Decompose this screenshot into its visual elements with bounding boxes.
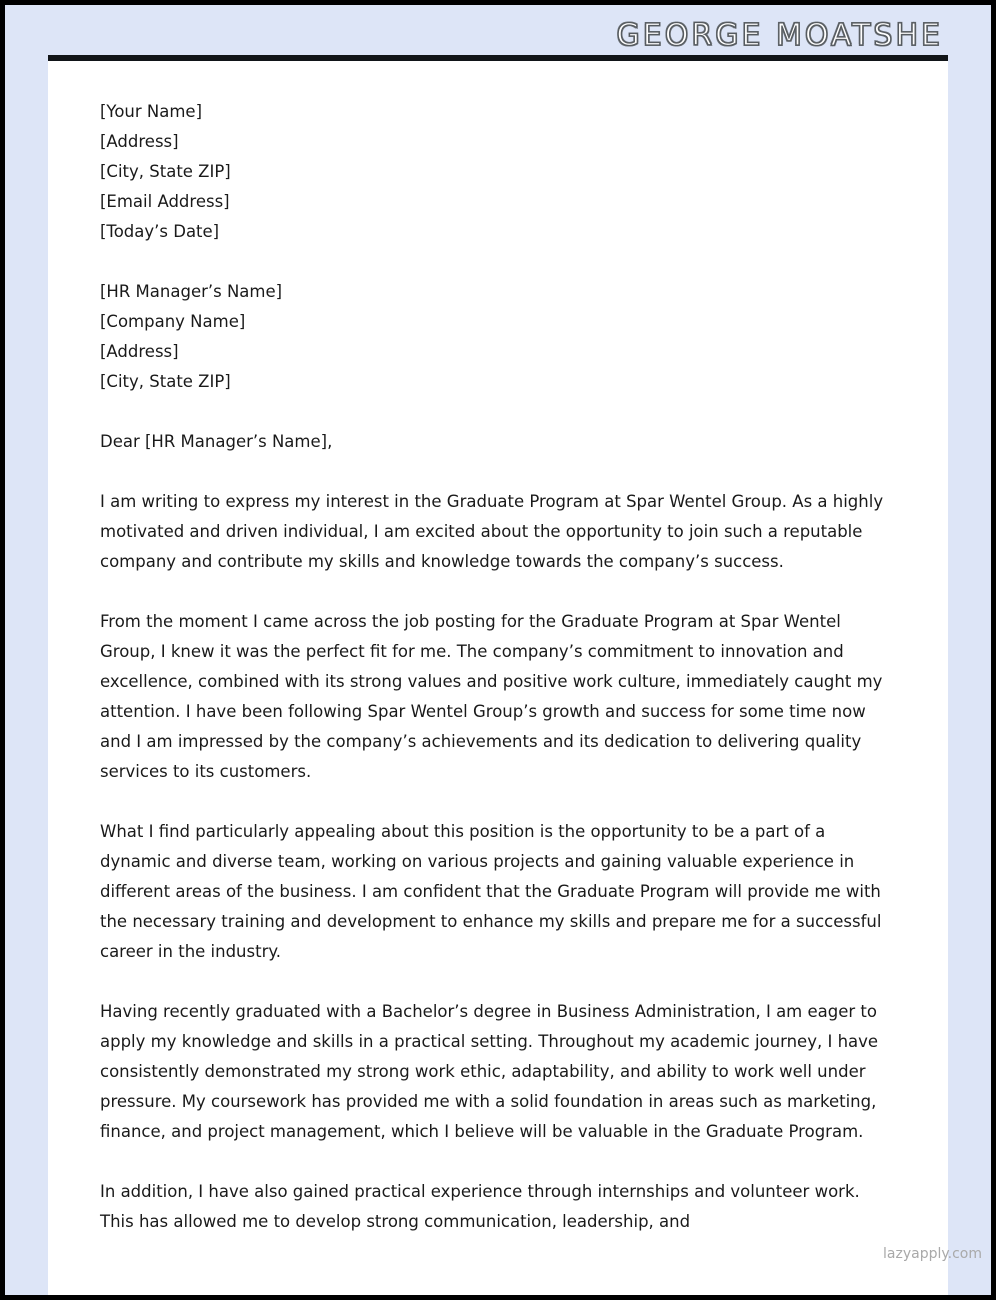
- sender-line: [Address]: [100, 132, 179, 151]
- letter-paragraph: I am writing to express my interest in the Graduate Program at Spar Wentel Group. As a highly motivated and driven individual, I am excited about the opportunity to join such a reputable company and contribute my skills and knowledge towards the company’s success.: [100, 492, 884, 571]
- watermark: lazyapply.com: [883, 1246, 982, 1262]
- letter-sheet: [48, 55, 948, 1300]
- document-header: [5, 5, 991, 53]
- letter-body: [48, 61, 948, 1237]
- letter-paragraph: From the moment I came across the job posting for the Graduate Program at Spar Wentel Group, I knew it was the perfect fit for me. The company’s commitment to innovation and excellence, combined with its strong values and positive work culture, immediately caught my attention. I have been following Spar Wentel Group’s growth and success for some time now and I am impressed by the company’s achievements and its dedication to delivering quality services to its customers.: [100, 612, 883, 781]
- sender-address-block: [100, 97, 898, 247]
- recipient-address-block: [100, 277, 898, 397]
- letter-paragraph: In addition, I have also gained practical experience through internships and volunteer work. This has allowed me to develop strong communication, leadership, and: [100, 1182, 860, 1231]
- sender-line: [Email Address]: [100, 192, 230, 211]
- recipient-line: [HR Manager’s Name]: [100, 282, 283, 301]
- letter-paragraph: What I find particularly appealing about this position is the opportunity to be a part of a dynamic and diverse team, working on various projects and gaining valuable experience in different areas of the business. I am confident that the Graduate Program will provide me with the necessary training and development to enhance my skills and prepare me for a successful career in the industry.: [100, 822, 882, 961]
- recipient-line: [Address]: [100, 342, 179, 361]
- recipient-line: [City, State ZIP]: [100, 372, 231, 391]
- sender-line: [City, State ZIP]: [100, 162, 231, 181]
- letter-paragraph: Having recently graduated with a Bachelor’s degree in Business Administration, I am eager to apply my knowledge and skills in a practical setting. Throughout my academic journey, I have consistently demonstrated my strong work ethic, adaptability, and ability to work well under pressure. My coursework has provided me with a solid foundation in areas such as marketing, finance, and project management, which I believe will be valuable in the Graduate Program.: [100, 1002, 879, 1141]
- salutation: Dear [HR Manager’s Name],: [100, 432, 333, 451]
- sender-line: [Today’s Date]: [100, 222, 220, 241]
- sender-line: [Your Name]: [100, 102, 203, 121]
- header-name: GEORGE MOATSHE: [616, 18, 943, 53]
- recipient-line: [Company Name]: [100, 312, 246, 331]
